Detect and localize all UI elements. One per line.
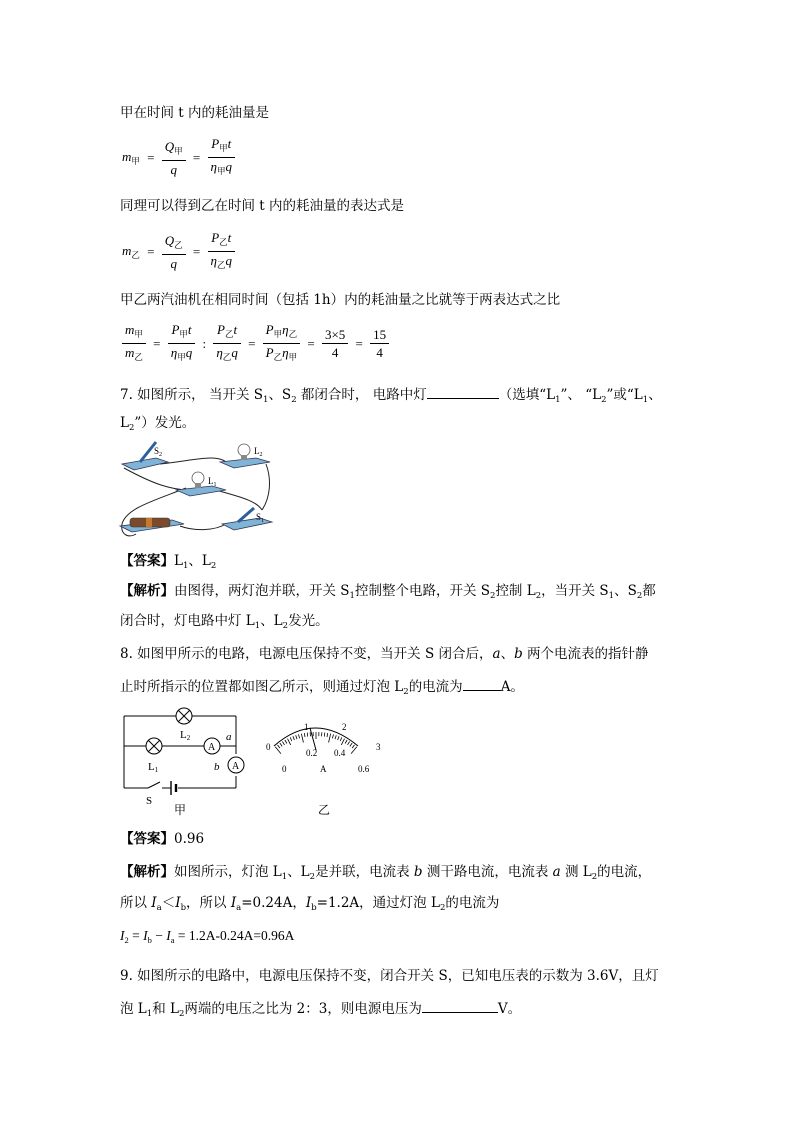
scale-tick bbox=[327, 733, 328, 737]
scale-tick bbox=[288, 739, 291, 745]
q7-circuit-figure bbox=[116, 440, 276, 542]
scale-tick bbox=[285, 740, 287, 744]
answer-blank[interactable] bbox=[463, 676, 501, 691]
q7-analysis-line1: 【解析】由图得，两灯泡并联，开关 $S_1$控制整个电路，开关 $S_2$控制 $L_2$，当开关 $S_1$、$S_2$都 bbox=[120, 583, 656, 601]
scale-tick bbox=[299, 734, 300, 738]
ammeter-b-symbol: A bbox=[232, 761, 240, 772]
scale-tick bbox=[345, 740, 347, 744]
scale-tick bbox=[301, 734, 303, 743]
wire bbox=[180, 524, 226, 530]
q8-analysis-line1: 【解析】如图所示，灯泡 $L_1$、$L_2$是并联，电流表 b 测干路电流，电流表 a 测 $L_2$的电流， bbox=[120, 864, 652, 882]
answer-blank[interactable] bbox=[422, 998, 498, 1013]
scale-tick bbox=[296, 735, 297, 739]
lamp-l1-bulb bbox=[192, 472, 204, 484]
scale-top-1: 1 bbox=[304, 722, 309, 732]
formula-m-yi: $m_乙$ = $\frac{Q_乙}{q}$ = $\frac{P_乙t}{\eta_乙q}$ bbox=[120, 230, 237, 273]
scale-tick bbox=[335, 735, 336, 739]
q8-analysis-line2: 所以 $I_a<I_b$，所以 $I_a=0.24A$，$I_b=1.2A$，通过灯泡 $L_2$的电流为 bbox=[120, 895, 500, 913]
scale-tick bbox=[280, 743, 282, 746]
wire bbox=[216, 490, 262, 510]
scale-tick bbox=[278, 745, 280, 748]
scale-bottom-3: 0.6 bbox=[358, 764, 370, 774]
switch-s2-base bbox=[122, 458, 168, 470]
label-l2: L2 bbox=[180, 729, 191, 742]
wire bbox=[124, 468, 201, 490]
scale-tick bbox=[329, 734, 331, 743]
scale-tick bbox=[352, 745, 354, 748]
scale-tick bbox=[332, 734, 333, 738]
caption-yi: 乙 bbox=[318, 803, 331, 817]
q8-stem-line1: 8. 如图甲所示的电路，电源电压保持不变，当开关 S 闭合后，a、b 两个电流表的指针静 bbox=[120, 646, 649, 662]
scale-tick bbox=[324, 733, 325, 737]
q7-stem-line1: 7. 如图所示， 当开关 $S_1$、$S_2$ 都闭合时， 电路中灯 （选填“$L_1$”、 “$L_2$”或“$L_1$、 bbox=[120, 384, 682, 410]
lamp-l2-bulb bbox=[238, 444, 250, 456]
formula-m-jia: $m_甲$ = $\frac{Q_甲}{q}$ = $\frac{P_甲t}{\eta_甲q}$ bbox=[120, 136, 237, 179]
scale-tick bbox=[348, 742, 350, 745]
text-line: 甲在时间 t 内的耗油量是 bbox=[120, 105, 270, 121]
q9-stem-line1: 9. 如图所示的电路中，电源电压保持不变，闭合开关 S，已知电压表的示数为 3.6V，且灯 bbox=[120, 968, 659, 984]
q7-analysis-line2: 闭合时，灯电路中灯 $L_1$、$L_2$发光。 bbox=[120, 613, 329, 631]
scale-tick bbox=[341, 739, 344, 745]
q9-stem-line2: 泡 $L_1$和 $L_2$两端的电压之比为 2：3，则电源电压为 V。 bbox=[120, 998, 682, 1024]
lamp-l1-socket bbox=[195, 483, 201, 488]
q7-stem-line2: $L_2$”）发光。 bbox=[120, 415, 196, 433]
scale-top-2: 2 bbox=[342, 722, 347, 732]
label-a: a bbox=[226, 731, 232, 743]
scale-tick bbox=[293, 736, 295, 740]
battery-band bbox=[146, 518, 152, 527]
label-b: b bbox=[214, 761, 220, 773]
text-line: 同理可以得到乙在时间 t 内的耗油量的表达式是 bbox=[120, 198, 405, 214]
q8-equation: $I_2 = I_b - I_a = 1.2A-0.24A=0.96A$ bbox=[120, 928, 295, 945]
circuit-jia bbox=[124, 708, 244, 795]
label-l2: $L_2$ bbox=[254, 446, 263, 458]
label-l1: $L_1$ bbox=[208, 476, 217, 488]
scale-bottom-0: 0 bbox=[282, 764, 287, 774]
scale-tick bbox=[290, 737, 292, 741]
label-l1: L1 bbox=[148, 761, 159, 774]
scale-top-0: 0 bbox=[266, 742, 271, 752]
scale-bottom-2: 0.4 bbox=[334, 748, 346, 758]
label-s1: $S_1$ bbox=[256, 512, 265, 524]
lamp-l2-socket bbox=[241, 455, 247, 460]
q7-answer: 【答案】$L_1$、$L_2$ bbox=[120, 553, 217, 571]
scale-tick bbox=[307, 733, 308, 737]
ammeter-a-symbol: A bbox=[208, 742, 216, 753]
text-line: 甲乙两汽油机在相同时间（包括 1h）内的耗油量之比就等于两表达式之比 bbox=[120, 292, 561, 308]
scale-bottom-1: 0.2 bbox=[306, 748, 318, 758]
label-s: S bbox=[146, 795, 153, 807]
scale-tick bbox=[338, 736, 340, 740]
q8-stem-line2: 止时所指示的位置都如图乙所示，则通过灯泡 $L_2$的电流为 A。 bbox=[120, 676, 682, 702]
switch-s1-base bbox=[222, 518, 272, 530]
scale-tick bbox=[350, 743, 352, 746]
formula-ratio: $\frac{m_甲}{m_乙}$ = $\frac{P_甲t}{\eta_甲q}$ : $\frac{P_乙t}{\eta_乙q}$ = $\frac{P_甲\eta_乙}{P_乙\eta_甲}$ = $\frac{3\times 5}{4}$ = $\frac{15}{4}$ bbox=[120, 322, 391, 365]
caption-jia: 甲 bbox=[174, 803, 187, 817]
label-s2: $S_2$ bbox=[154, 446, 163, 458]
answer-blank[interactable] bbox=[427, 384, 499, 399]
q8-answer: 【答案】0.96 bbox=[120, 831, 205, 847]
wire bbox=[160, 458, 226, 464]
scale-top-3: 3 bbox=[376, 742, 381, 752]
scale-tick bbox=[340, 737, 342, 741]
wire bbox=[262, 464, 269, 510]
meter-pointer bbox=[310, 728, 316, 750]
scale-tick bbox=[304, 733, 305, 737]
dial-unit-a: A bbox=[320, 764, 327, 774]
scale-tick bbox=[282, 742, 284, 745]
q8-figure bbox=[118, 700, 398, 822]
switch-s-blade bbox=[148, 782, 160, 788]
